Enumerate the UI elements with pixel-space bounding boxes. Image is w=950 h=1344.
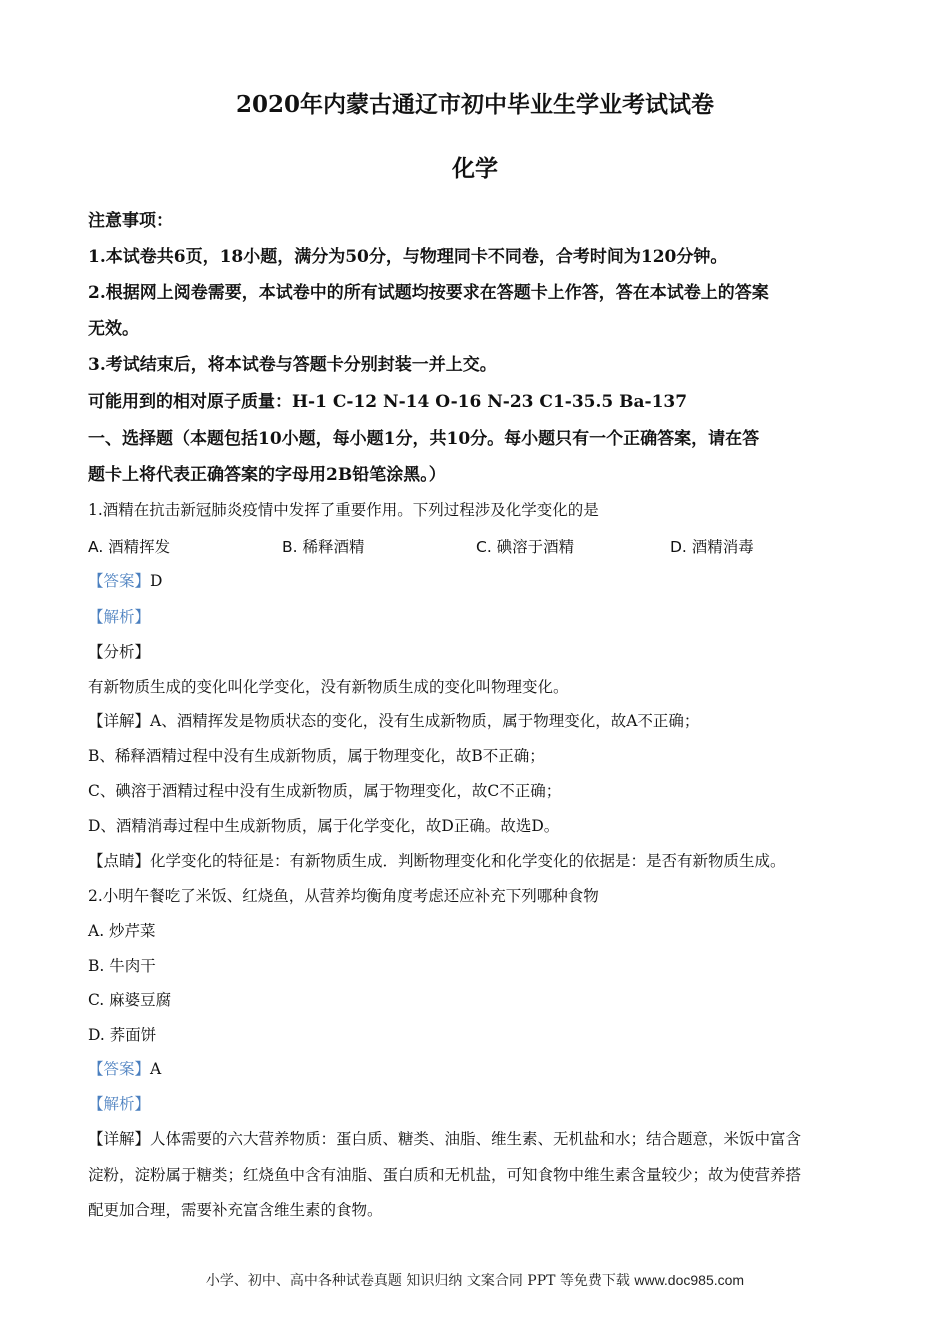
q2-option-d: D. 荞面饼 [88,1026,157,1044]
answer-tag: 【答案】 [88,572,151,590]
page-footer [0,1270,950,1290]
q1-detail-line: C、碘溶于酒精过程中没有生成新物质，属于物理变化，故C不正确； [88,782,562,800]
notice-item: 无效。 [88,319,139,339]
dianjing-tag: 【点睛】 [88,852,151,870]
question-2-stem: 2.小明午餐吃了米饭、红烧鱼，从营养均衡角度考虑还应补充下列哪种食物 [88,887,599,905]
detail-text: A、酒精挥发是物质状态的变化，没有生成新物质，属于物理变化，故A不正确； [150,712,700,730]
footer-text: 小学、初中、高中各种试卷真题 知识归纳 文案合同 PPT 等免费下载 [205,1273,635,1289]
notice-heading: 注意事项： [88,211,173,231]
q2-answer [88,1057,161,1079]
answer-value: A [150,1060,162,1078]
exam-title: 2020年内蒙古通辽市初中毕业生学业考试试卷 [235,91,714,118]
section-heading: 一、选择题（本题包括10小题，每小题1分，共10分。每小题只有一个正确答案，请在答 [88,429,760,449]
q1-option-c: C. 碘溶于酒精 [476,538,575,556]
q1-dianjing [88,849,786,871]
notice-item: 1.本试卷共6页，18小题，满分为50分，与物理同卡不同卷，合考时间为120分钟。 [88,247,728,267]
footer-link[interactable]: www.doc985.com [634,1272,745,1288]
atomic-mass-line: 可能用到的相对原子质量：H-1 C-12 N-14 O-16 N-23 C1-35.5 Ba-137 [88,392,688,412]
answer-tag: 【答案】 [88,1060,151,1078]
q2-detail-line [88,1127,801,1149]
q2-option-c: C. 麻婆豆腐 [88,991,172,1009]
question-1-stem: 1.酒精在抗击新冠肺炎疫情中发挥了重要作用。下列过程涉及化学变化的是 [88,501,599,519]
q1-option-a: A. 酒精挥发 [88,538,171,556]
q2-option-b: B. 牛肉干 [88,957,156,975]
q2-detail-line: 配更加合理，需要补充富含维生素的食物。 [88,1201,383,1219]
q1-detail-line: B、稀释酒精过程中没有生成新物质，属于物理变化，故B不正确； [88,747,545,765]
q1-answer [88,569,162,591]
dianjing-text: 化学变化的特征是：有新物质生成．判断物理变化和化学变化的依据是：是否有新物质生成。 [150,852,786,870]
q1-fenxi-tag: 【分析】 [88,643,151,661]
q1-analysis-tag: 【解析】 [88,608,151,626]
detail-text: 人体需要的六大营养物质：蛋白质、糖类、油脂、维生素、无机盐和水；结合题意，米饭中富含 [150,1130,802,1148]
q1-detail-line: D、酒精消毒过程中生成新物质，属于化学变化，故D正确。故选D。 [88,817,560,835]
q2-option-a: A. 炒芹菜 [88,922,156,940]
answer-value: D [150,572,163,590]
subject-title: 化学 [452,155,498,182]
notice-item: 3.考试结束后，将本试卷与答题卡分别封装一并上交。 [88,355,497,375]
notice-item: 2.根据网上阅卷需要，本试卷中的所有试题均按要求在答题卡上作答，答在本试卷上的答案 [88,283,769,303]
detail-tag: 【详解】 [88,1130,151,1148]
q1-option-b: B. 稀释酒精 [282,538,365,556]
q1-detail-line [88,709,699,731]
q2-analysis-tag: 【解析】 [88,1095,151,1113]
section-heading-cont: 题卡上将代表正确答案的字母用2B铅笔涂黑。） [88,465,446,485]
q1-option-d: D. 酒精消毒 [670,538,754,556]
q2-detail-line: 淀粉，淀粉属于糖类；红烧鱼中含有油脂、蛋白质和无机盐，可知食物中维生素含量较少；故为使营养搭 [88,1166,802,1184]
detail-tag: 【详解】 [88,712,151,730]
q1-fenxi: 有新物质生成的变化叫化学变化，没有新物质生成的变化叫物理变化。 [88,678,569,696]
